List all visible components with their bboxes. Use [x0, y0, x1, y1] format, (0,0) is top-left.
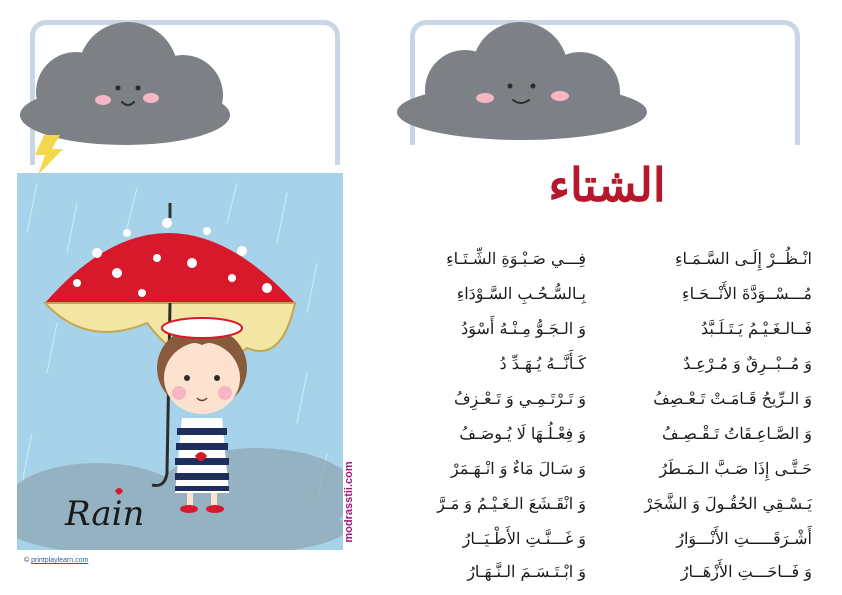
cloud-face-icon [18, 20, 233, 145]
poem-line-right: مُـــسْــوَدَّةَ الأَنْــحَـاءِ [682, 284, 812, 303]
poem-line-left: وَ الـجَـوُّ مِـنْـهُ أَسْوَدُ [461, 319, 586, 338]
poem-line-left: وَ غَـــنَّـتِ الأَطْـيَــارُ [462, 529, 586, 548]
poem-line-right: وَ الصَّـاعِـقَاتُ تَـقْـصِـفُ [662, 424, 812, 443]
poem-line-right: وَ مُــبْــرِقٌ وَ مُـرْعِـدٌ [683, 354, 812, 373]
girl-umbrella-illustration [17, 173, 343, 550]
poem-line-left: وَ ابْـتَـسَـمَ الـنَّـهَـارُ [467, 562, 586, 581]
poem-line-right: وَ فَــاحَـــتِ الأَزْهَــارُ [680, 562, 812, 581]
poem-line-left: كَـأَنَّــهُ يُـهَـدِّ دُ [499, 354, 586, 373]
copyright-symbol: © [24, 557, 30, 564]
poem-line-right: حَـتَّـى إِذَا صَـبَّ الـمَـطَرُ [659, 459, 812, 478]
copyright-notice [24, 557, 88, 564]
poem-line-left: وَ فِعْـلُـهَا لَا يُـوصَـفُ [459, 424, 586, 443]
poem-line-right: وَ الـرِّيحُ قَـامَـتْ تَـعْـصِفُ [653, 389, 812, 408]
watermark-text: modrasstii.com [343, 461, 355, 543]
poem-line-right: أَشْـرَقَـــــتِ الأَنْـــوَارُ [676, 529, 812, 548]
lightning-bolt-icon [30, 135, 65, 175]
poem-line-right: يَـسْـقِي الحُقُـولَ وَ الشَّجَرْ [644, 494, 812, 513]
poem-line-left: وَ تَـرْتَـمِـي وَ تَـعْـزِفُ [453, 389, 586, 408]
poem-line-right: فَــالـغَـيْـمُ يَـتَـلَـبَّدُ [701, 319, 812, 338]
copyright-link[interactable]: printplaylearn.com [31, 557, 89, 564]
page-title: الشتاء [548, 158, 666, 212]
poem-line-right: انْـظُــرْ إِلَـى السَّـمَـاءِ [674, 249, 812, 268]
rain-caption: Rain [65, 494, 145, 534]
cloud-face-icon [395, 20, 650, 140]
poem-line-left: بِـالسُّـحُـبِ السَّـوْدَاءِ [456, 284, 586, 303]
poem-line-left: وَ انْقَـشَعَ الـغَـيْـمُ وَ مَـرَّ [437, 494, 586, 513]
poem-line-left: وَ سَـالَ مَاءٌ وَ انْـهَـمَرْ [450, 459, 586, 478]
watermark [339, 432, 359, 572]
poem-line-left: فِـــي صَـبْـوَةِ الشِّـتَـاءِ [446, 249, 586, 268]
